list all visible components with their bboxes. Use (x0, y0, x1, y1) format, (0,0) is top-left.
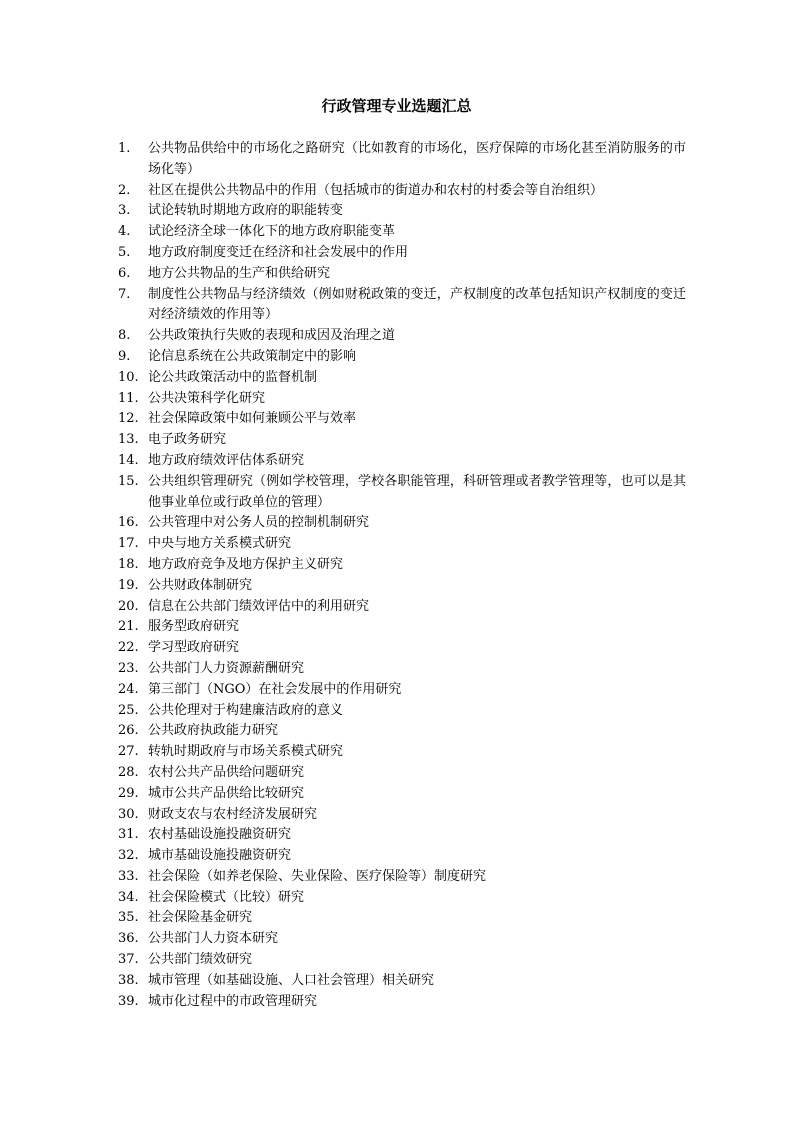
topic-item (118, 451, 686, 472)
topic-text: 试论经济全球一体化下的地方政府职能变革 (148, 224, 396, 240)
topic-text: 城市基础设施投融资研究 (148, 848, 292, 864)
topic-item (118, 867, 686, 888)
topic-item (118, 513, 686, 534)
topic-number: 30. (118, 806, 139, 822)
topic-list (118, 139, 686, 1012)
topic-item (118, 347, 686, 368)
topic-item (118, 285, 686, 327)
topic-number: 34. (118, 889, 139, 905)
topic-item (118, 950, 686, 971)
topic-number: 21. (118, 619, 139, 635)
topic-item (118, 992, 686, 1013)
topic-item (118, 243, 686, 264)
topic-text: 地方政府制度变迁在经济和社会发展中的作用 (148, 244, 409, 260)
topic-text: 农村公共产品供给问题研究 (148, 764, 305, 780)
topic-text: 城市公共产品供给比较研究 (148, 785, 305, 801)
topic-number: 32. (118, 848, 139, 864)
topic-item (118, 555, 686, 576)
topic-number: 27. (118, 744, 139, 760)
topic-item (118, 368, 686, 389)
topic-number: 9. (118, 348, 131, 364)
topic-number: 12. (118, 411, 139, 427)
topic-item (118, 888, 686, 909)
topic-item (118, 929, 686, 950)
topic-item (118, 805, 686, 826)
topic-item (118, 181, 686, 202)
topic-text: 公共部门人力资源薪酬研究 (148, 660, 305, 676)
topic-number: 36. (118, 931, 139, 947)
topic-number: 16. (118, 515, 139, 531)
topic-number: 3. (118, 203, 131, 219)
topic-number: 11. (118, 390, 139, 406)
topic-item (118, 908, 686, 929)
topic-item (118, 534, 686, 555)
topic-item (118, 201, 686, 222)
topic-number: 20. (118, 598, 139, 614)
topic-text: 地方政府绩效评估体系研究 (148, 452, 305, 468)
topic-text: 第三部门（NGO）在社会发展中的作用研究 (148, 681, 402, 697)
topic-item (118, 825, 686, 846)
topic-item (118, 472, 686, 514)
topic-item (118, 389, 686, 410)
topic-item (118, 597, 686, 618)
topic-item (118, 701, 686, 722)
topic-item (118, 430, 686, 451)
topic-text: 财政支农与农村经济发展研究 (148, 806, 318, 822)
topic-text: 制度性公共物品与经济绩效（例如财税政策的变迁，产权制度的改革包括知识产权制度的变迁对经济绩效的作用等） (148, 286, 686, 323)
topic-item (118, 659, 686, 680)
topic-text: 社会保险（如养老保险、失业保险、医疗保险等）制度研究 (148, 868, 487, 884)
topic-text: 社会保险模式（比较）研究 (148, 889, 305, 905)
topic-item (118, 617, 686, 638)
topic-text: 公共部门人力资本研究 (148, 931, 279, 947)
topic-item (118, 264, 686, 285)
topic-number: 6. (118, 265, 131, 281)
topic-number: 2. (118, 182, 131, 198)
topic-text: 社区在提供公共物品中的作用（包括城市的街道办和农村的村委会等自治组织） (148, 182, 604, 198)
topic-number: 39. (118, 993, 139, 1009)
topic-number: 23. (118, 660, 139, 676)
topic-item (118, 409, 686, 430)
topic-number: 38. (118, 972, 139, 988)
topic-number: 26. (118, 723, 139, 739)
topic-text: 中央与地方关系模式研究 (148, 536, 292, 552)
topic-text: 农村基础设施投融资研究 (148, 827, 292, 843)
topic-item (118, 763, 686, 784)
topic-number: 19. (118, 577, 139, 593)
topic-text: 社会保障政策中如何兼顾公平与效率 (148, 411, 357, 427)
topic-item (118, 742, 686, 763)
topic-text: 论公共政策活动中的监督机制 (148, 369, 318, 385)
topic-item (118, 721, 686, 742)
topic-text: 地方政府竞争及地方保护主义研究 (148, 556, 344, 572)
topic-number: 8. (118, 328, 131, 344)
topic-number: 13. (118, 432, 139, 448)
topic-text: 地方公共物品的生产和供给研究 (148, 265, 331, 281)
topic-number: 4. (118, 224, 131, 240)
topic-text: 试论转轨时期地方政府的职能转变 (148, 203, 344, 219)
topic-text: 城市管理（如基础设施、人口社会管理）相关研究 (148, 972, 435, 988)
topic-number: 37. (118, 952, 139, 968)
topic-item (118, 576, 686, 597)
topic-number: 28. (118, 764, 139, 780)
topic-text: 电子政务研究 (148, 432, 227, 448)
topic-text: 信息在公共部门绩效评估中的利用研究 (148, 598, 370, 614)
topic-item (118, 222, 686, 243)
topic-item (118, 971, 686, 992)
topic-text: 城市化过程中的市政管理研究 (148, 993, 318, 1009)
topic-text: 公共决策科学化研究 (148, 390, 266, 406)
topic-text: 学习型政府研究 (148, 640, 240, 656)
topic-item (118, 139, 686, 181)
topic-item (118, 680, 686, 701)
topic-text: 论信息系统在公共政策制定中的影响 (148, 348, 357, 364)
topic-text: 社会保险基金研究 (148, 910, 253, 926)
topic-number: 33. (118, 868, 139, 884)
topic-number: 15. (118, 473, 139, 489)
topic-number: 17. (118, 536, 139, 552)
topic-number: 31. (118, 827, 139, 843)
topic-text: 服务型政府研究 (148, 619, 240, 635)
topic-number: 1. (118, 141, 131, 156)
topic-number: 24. (118, 681, 139, 697)
topic-item (118, 638, 686, 659)
topic-text: 公共伦理对于构建廉洁政府的意义 (148, 702, 344, 718)
topic-text: 公共组织管理研究（例如学校管理，学校各职能管理，科研管理或者教学管理等，也可以是其他事业单位或行政单位的管理） (148, 473, 686, 510)
topic-item (118, 784, 686, 805)
topic-number: 22. (118, 640, 139, 656)
topic-number: 25. (118, 702, 139, 718)
topic-text: 公共政府执政能力研究 (148, 723, 279, 739)
topic-number: 14. (118, 452, 139, 468)
topic-text: 公共物品供给中的市场化之路研究（比如教育的市场化，医疗保障的市场化甚至消防服务的市场化等） (148, 141, 686, 177)
topic-text: 公共管理中对公务人员的控制机制研究 (148, 515, 370, 531)
document-title: 行政管理专业选题汇总 (321, 97, 472, 115)
topic-text: 公共部门绩效研究 (148, 952, 253, 968)
topic-number: 18. (118, 556, 139, 572)
topic-number: 5. (118, 244, 131, 260)
topic-number: 7. (118, 286, 131, 302)
topic-number: 35. (118, 910, 139, 926)
topic-text: 转轨时期政府与市场关系模式研究 (148, 744, 344, 760)
topic-number: 29. (118, 785, 139, 801)
topic-item (118, 326, 686, 347)
topic-text: 公共政策执行失败的表现和成因及治理之道 (148, 328, 396, 344)
topic-item (118, 846, 686, 867)
topic-number: 10. (118, 369, 139, 385)
topic-text: 公共财政体制研究 (148, 577, 253, 593)
